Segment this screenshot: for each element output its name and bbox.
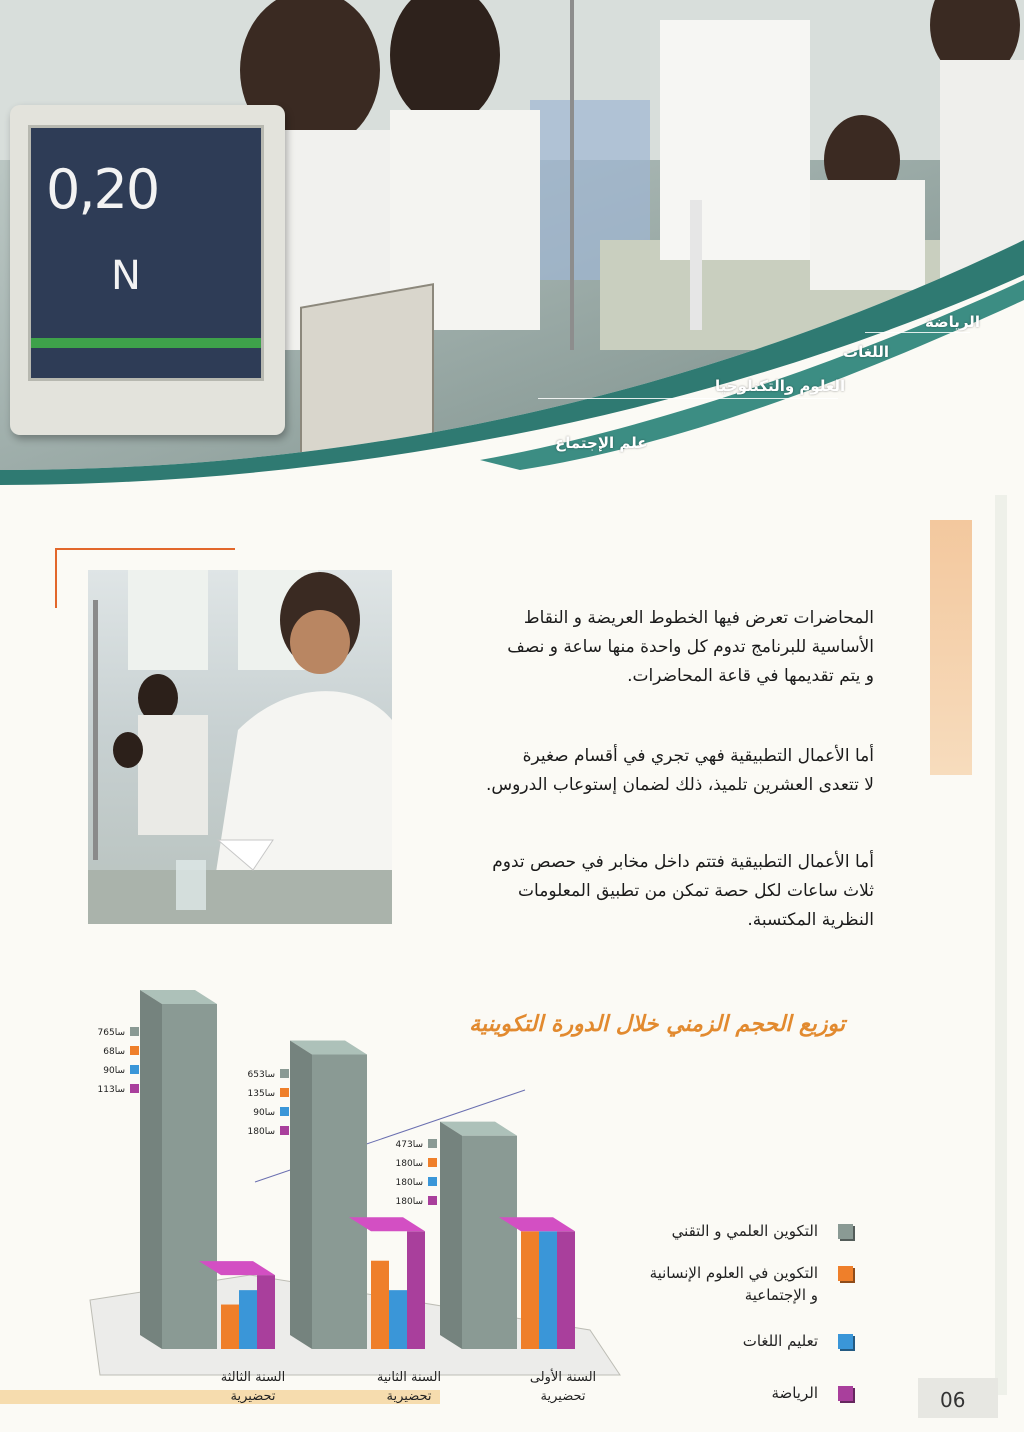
legend-swatch [838,1266,853,1281]
value-label: 180سا [395,1178,423,1188]
category-label-line: تحضيرية [386,1389,432,1404]
menu-item-languages[interactable]: اللغات [843,343,890,361]
category-label [354,1368,464,1406]
value-label: 180سا [395,1159,423,1169]
photo-frame-line [55,548,235,550]
text-line: أما الأعمال التطبيقية فتتم داخل مخابر في حصص تدوم [492,852,874,872]
category-label-line: تحضيرية [540,1389,586,1404]
menu-item-sociology[interactable]: علم الإجتماع [555,434,648,452]
legend-swatch [838,1334,853,1349]
value-swatch [428,1196,437,1205]
bar-1-series-2 [389,1290,407,1349]
bar-0-series-3 [257,1275,275,1349]
menu-item-sports[interactable]: الرياضة [925,313,980,331]
bar-1-series-1 [371,1261,389,1349]
text-line: أما الأعمال التطبيقية فهي تجري في أقسام صغيرة [522,746,874,766]
bar-2-series-1 [521,1231,539,1349]
menu-divider [538,398,838,399]
screen-value: 0,20 [46,158,159,221]
legend-label [743,1330,818,1352]
orange-accent [930,520,972,775]
category-label-line: تحضيرية [230,1389,276,1404]
text-line: المحاضرات تعرض فيها الخطوط العريضة و النقاط [523,608,874,628]
legend-label-line: تعليم اللغات [742,1332,818,1350]
menu-divider [865,332,970,333]
value-swatch [428,1177,437,1186]
legend-swatch [838,1224,853,1239]
category-label [198,1368,308,1406]
bar-0-series-1 [221,1305,239,1349]
value-swatch [130,1084,139,1093]
value-label: 90سا [103,1066,125,1076]
value-label: 180سا [395,1197,423,1207]
value-label: 473سا [395,1140,423,1150]
value-swatch [130,1046,139,1055]
text-line: الأساسية للبرنامج تدوم كل واحدة منها ساعة و نصف [507,637,874,657]
banner-swoosh [0,0,1024,495]
student-lab-scene [88,570,392,924]
value-swatch [280,1126,289,1135]
text-line: و يتم تقديمها في قاعة المحاضرات. [627,666,874,686]
value-label: 135سا [247,1089,275,1099]
menu-item-science[interactable]: العلوم والتكنلوجيا [715,377,846,395]
chart-title: توزيع الحجم الزمني خلال الدورة التكوينية [469,1012,845,1037]
bar-1-series-0 [312,1055,367,1349]
value-label: 113سا [97,1085,125,1095]
bar-side [140,990,162,1349]
category-label-line: السنة الأولى [529,1370,597,1385]
value-label: 765سا [97,1028,125,1038]
legend-swatch [838,1386,853,1401]
value-swatch [428,1139,437,1148]
value-swatch [130,1027,139,1036]
bar-2-series-0 [462,1136,517,1349]
student-lab-photo [88,570,392,924]
legend-label [672,1220,818,1242]
paragraph-labs [434,848,874,935]
value-swatch [280,1107,289,1116]
bar-0-series-0 [162,1004,217,1349]
category-label-line: السنة الثالثة [220,1370,286,1385]
value-swatch [280,1088,289,1097]
legend-label-line: و الإجتماعية [744,1286,818,1304]
category-label [508,1368,618,1406]
legend-label [771,1382,818,1404]
bar-2-series-3 [557,1231,575,1349]
photo-frame-line [55,548,57,608]
text-line: النظرية المكتسبة. [747,910,874,930]
bar-0-series-2 [239,1290,257,1349]
legend-label-line: الرياضة [771,1384,818,1402]
value-label: 653سا [247,1070,275,1080]
bar-2-series-2 [539,1231,557,1349]
bar-side [440,1122,462,1349]
header-banner [0,0,1024,495]
text-line: لا تتعدى العشرين تلميذ، ذلك لضمان إستوعاب الدروس. [486,775,874,795]
value-label: 180سا [247,1127,275,1137]
legend-label-line: التكوين العلمي و التقني [671,1222,818,1240]
bar-side [290,1041,312,1349]
page-number: 06 [940,1388,966,1412]
value-swatch [428,1158,437,1167]
legend-label [650,1262,818,1306]
bar-1-series-3 [407,1231,425,1349]
legend-label-line: التكوين في العلوم الإنسانية [649,1264,818,1282]
value-swatch [280,1069,289,1078]
value-swatch [130,1065,139,1074]
value-label: 68سا [103,1047,125,1057]
text-line: ثلاث ساعات لكل حصة تمكن من تطبيق المعلومات [518,881,874,901]
paragraph-practical [434,742,874,800]
value-label: 90سا [253,1108,275,1118]
screen-unit: N [111,253,141,299]
category-label-line: السنة الثانية [376,1370,442,1385]
paragraph-lectures [434,604,874,691]
